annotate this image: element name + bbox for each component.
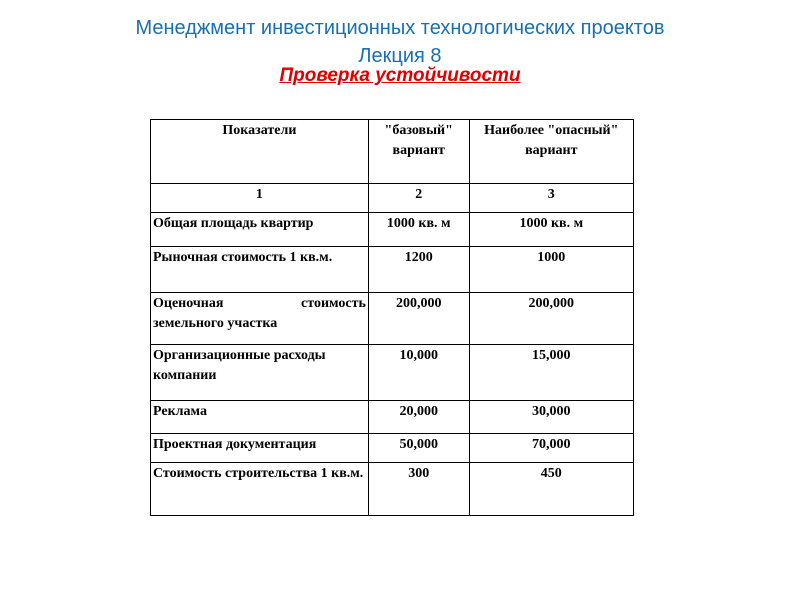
table-row bbox=[151, 434, 634, 463]
table-row bbox=[151, 345, 634, 401]
row-label: Организационные расходы компании bbox=[151, 345, 369, 401]
table-row bbox=[151, 293, 634, 345]
table-row bbox=[151, 401, 634, 434]
data-table bbox=[150, 119, 634, 516]
row-base-value: 20,000 bbox=[368, 401, 469, 434]
row-base-value: 1200 bbox=[368, 247, 469, 293]
row-risky-value: 200,000 bbox=[469, 293, 633, 345]
row-base-value: 300 bbox=[368, 463, 469, 516]
row-risky-value: 1000 кв. м bbox=[469, 213, 633, 247]
column-number: 2 bbox=[368, 184, 469, 213]
row-label: Стоимость строительства 1 кв.м. bbox=[151, 463, 369, 516]
slide-header bbox=[0, 14, 800, 70]
row-label: Общая площадь квартир bbox=[151, 213, 369, 247]
slide-subtitle: Проверка устойчивости bbox=[279, 65, 521, 86]
row-label: Проектная документация bbox=[151, 434, 369, 463]
column-header-risky: Наиболее "опасный" вариант bbox=[469, 120, 633, 184]
row-label: Реклама bbox=[151, 401, 369, 434]
row-risky-value: 70,000 bbox=[469, 434, 633, 463]
table-header-row bbox=[151, 120, 634, 184]
row-label: Рыночная стоимость 1 кв.м. bbox=[151, 247, 369, 293]
column-header-base: "базовый" вариант bbox=[368, 120, 469, 184]
row-base-value: 200,000 bbox=[368, 293, 469, 345]
row-base-value: 50,000 bbox=[368, 434, 469, 463]
column-number: 3 bbox=[469, 184, 633, 213]
table-row bbox=[151, 213, 634, 247]
table-row bbox=[151, 463, 634, 516]
row-base-value: 1000 кв. м bbox=[368, 213, 469, 247]
column-header-indicators: Показатели bbox=[151, 120, 369, 184]
row-label: Оценочная стоимость земельного участка bbox=[151, 293, 369, 345]
row-risky-value: 1000 bbox=[469, 247, 633, 293]
course-title: Менеджмент инвестиционных технологических проектов bbox=[135, 17, 665, 39]
row-risky-value: 450 bbox=[469, 463, 633, 516]
row-base-value: 10,000 bbox=[368, 345, 469, 401]
row-risky-value: 30,000 bbox=[469, 401, 633, 434]
table-number-row bbox=[151, 184, 634, 213]
column-number: 1 bbox=[151, 184, 369, 213]
lecture-number: Лекция 8 bbox=[358, 45, 442, 67]
table-row bbox=[151, 247, 634, 293]
row-risky-value: 15,000 bbox=[469, 345, 633, 401]
